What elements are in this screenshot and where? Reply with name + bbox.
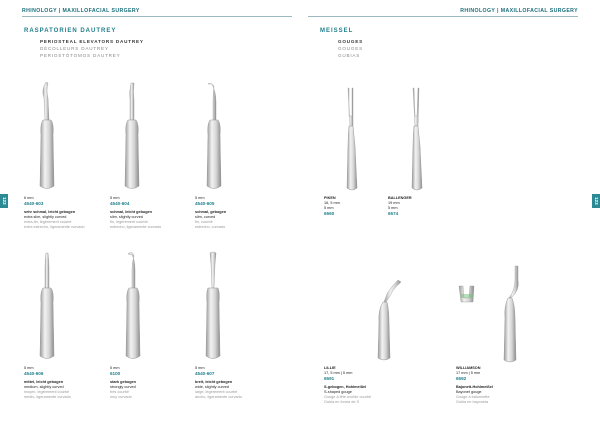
description-en: strongly curved (110, 385, 136, 389)
header-right: RHINOLOGY | MAXILLOFACIAL SURGERY (460, 8, 578, 14)
product-caption (324, 366, 371, 405)
description-de: breit, leicht gebogen (195, 380, 233, 384)
article-number: 4540-603 (24, 201, 44, 206)
product-name: LILLIE (324, 366, 336, 370)
description-es: muy curvado (110, 395, 132, 399)
description-en: wide, slightly curved (195, 385, 229, 389)
description-es: estrecho, curvado (195, 225, 226, 229)
subtitle-group-left (40, 38, 144, 59)
product-caption (110, 366, 136, 400)
product-size: 6 mm (24, 196, 34, 200)
description-es: extra estrecho, ligeramente curvado (24, 225, 85, 229)
description-de: S-gebogen, Hohlmeißel (324, 385, 367, 389)
description-en: medium, slightly curved (24, 385, 64, 389)
subtitle-group-right (338, 38, 363, 59)
product-size-secondary: 5 mm (324, 206, 334, 210)
description-es: medio, ligeramente curvado (24, 395, 71, 399)
header-rule-right (308, 16, 578, 17)
product-size: 5 mm (195, 366, 205, 370)
article-number: 6100 (110, 371, 121, 376)
description-es: Gubia en forma de S (324, 400, 360, 404)
description-fr: moyen, légèrement courbé (24, 390, 70, 394)
description-es: estrecho, ligeramente curvado (110, 225, 162, 229)
gouge-image (405, 86, 429, 192)
product-size: 5 mm (110, 366, 120, 370)
periosteal-elevator-image (198, 250, 228, 362)
product-size: 5 mm (195, 196, 205, 200)
page-number-left: 122 (0, 194, 8, 208)
article-number: 6592 (456, 376, 467, 381)
article-number: 4540-605 (195, 201, 215, 206)
description-en: slim, curved (195, 215, 216, 219)
header-left: RHINOLOGY | MAXILLOFACIAL SURGERY (22, 8, 140, 14)
product-caption (24, 196, 85, 230)
description-es: ancho, ligeramente curvado (195, 395, 242, 399)
section-title-left: RASPATORIEN DAUTREY (24, 28, 117, 34)
page-number-right: 123 (592, 194, 600, 208)
header-rule-left (22, 16, 292, 17)
article-number: 6560 (324, 211, 335, 216)
article-number: 4540-607 (195, 371, 215, 376)
description-fr: très courbé (110, 390, 129, 394)
description-fr: fin, légèrement courbé (110, 220, 148, 224)
article-number: 6574 (388, 211, 399, 216)
description-en: slim, slightly curved (110, 215, 143, 219)
description-en: S-shaped gouge (324, 390, 352, 394)
description-fr: extra-fin, légèrement courbé (24, 220, 72, 224)
product-size: 5 mm (24, 366, 34, 370)
product-size: 16, 5 mm (324, 201, 340, 205)
description-en: extra slim, slightly curved (24, 215, 67, 219)
periosteal-elevator-image (32, 250, 62, 362)
section-title-right: MEISSEL (320, 28, 354, 34)
product-caption (195, 196, 226, 230)
description-de: sehr schmal, leicht gebogen (24, 210, 76, 214)
article-number: 4540-604 (110, 201, 130, 206)
subtitle-es: PERIOSTÓTOMOS DAUTREY (40, 53, 121, 58)
article-number: 6591 (324, 376, 335, 381)
description-de: stark gebogen (110, 380, 136, 384)
product-size-secondary: 5 mm (388, 206, 398, 210)
description-de: schmal, leicht gebogen (110, 210, 152, 214)
subtitle-en: PERIOSTEAL ELEVATORS DAUTREY (40, 39, 144, 44)
description-es: Gubia en bayoneta (456, 400, 489, 404)
product-size: 5 mm (110, 196, 120, 200)
product-caption (24, 366, 71, 400)
subtitle-en: GOUGES (338, 39, 363, 44)
periosteal-elevator-image (117, 80, 147, 192)
product-caption (324, 196, 340, 216)
description-de: Bajonett-Hohlmeißel (456, 385, 493, 389)
periosteal-elevator-image (32, 80, 62, 192)
description-fr: large, légèrement courbé (195, 390, 238, 394)
s-shaped-gouge-image (368, 278, 408, 362)
description-fr: fin, courbé (195, 220, 213, 224)
description-fr: Gouge à tête ovoïde courbé (324, 395, 372, 399)
product-size: 17, 5 mm | 5 mm (324, 371, 353, 375)
product-caption (388, 196, 412, 216)
product-caption (456, 366, 493, 405)
product-caption (110, 196, 161, 230)
subtitle-fr: DÉCOLLEURS DAUTREY (40, 46, 109, 51)
product-size: 17 mm | 5 mm (456, 371, 481, 375)
bayonet-gouge-image (495, 264, 535, 364)
product-name: WILLIAMSON (456, 366, 481, 370)
periosteal-elevator-image (198, 80, 228, 192)
description-de: schmal, gebogen (195, 210, 227, 214)
product-name: BALLENGER (388, 196, 412, 200)
subtitle-fr: GOUGES (338, 46, 363, 51)
description-en: Bayonet gouge (456, 390, 482, 394)
periosteal-elevator-image (117, 250, 147, 362)
product-name: PIKEN (324, 196, 336, 200)
subtitle-es: GUBIAS (338, 53, 361, 58)
gouge-image (340, 86, 364, 192)
gouge-tip-detail-image (455, 284, 481, 304)
description-fr: Gouge à baïonnette (456, 395, 490, 399)
article-number: 4540-606 (24, 371, 44, 376)
product-caption (195, 366, 242, 400)
product-size: 19 mm (388, 201, 400, 205)
description-de: mittel, leicht gebogen (24, 380, 64, 384)
